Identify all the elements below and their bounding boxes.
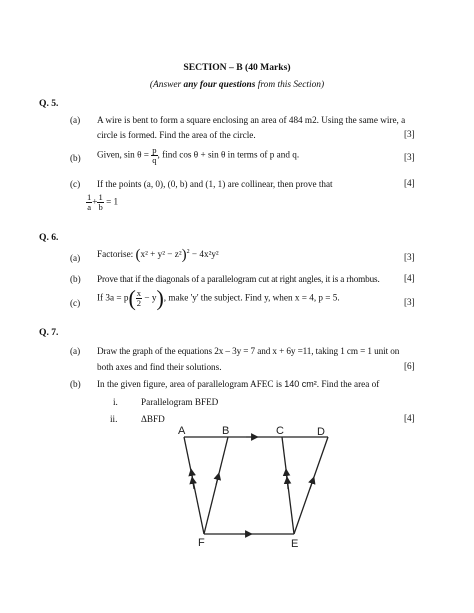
q6c-text: If 3a = p( $\frac{x}{2}$ − y), make 'y' the subject. Find y, when x = 4, p = 5. bbox=[97, 285, 340, 311]
q6b-text: Prove that if the diagonals of a parallelogram cut at right angles, it is a rhombus. bbox=[97, 274, 380, 284]
q6c-tag: (c) bbox=[70, 298, 81, 308]
q7a-line2: both axes and find their solutions. bbox=[97, 362, 222, 372]
label-c: C bbox=[276, 425, 284, 437]
arrow-ce-2 bbox=[287, 477, 288, 489]
q7b-item-2-text: ΔBFD bbox=[141, 414, 165, 424]
q6b-tag: (b) bbox=[70, 274, 81, 284]
q6a-text: Factorise: $(x^2 + y^2 - z^2)^2 - 4x^2y^2$ bbox=[97, 246, 219, 263]
q5b-fraction: $\frac{p}{q}$ bbox=[152, 145, 157, 165]
question-7-label: Q. 7. bbox=[39, 327, 59, 338]
q7b-marks: [4] bbox=[404, 413, 415, 423]
arrow-de bbox=[310, 477, 314, 489]
label-a: A bbox=[178, 425, 186, 437]
q5b-text: Given, sin θ = $\frac{p}{q}$ , find cos θ + sin θ in terms of p and q. bbox=[97, 145, 300, 165]
q7b-text: In the given figure, area of parallelogram AFEC is 140 cm². Find the area of bbox=[97, 379, 380, 389]
q7b-item-2-num: ii. bbox=[110, 414, 118, 424]
q7a-tag: (a) bbox=[70, 346, 81, 356]
q6a-marks: [3] bbox=[404, 252, 415, 262]
section-title: SECTION – B (40 Marks) bbox=[183, 62, 291, 73]
q6b-marks: [4] bbox=[404, 273, 415, 283]
q7b-tag: (b) bbox=[70, 379, 81, 389]
q5a-line2: circle is formed. Find the area of the circle. bbox=[97, 130, 256, 140]
q7b-item-1-num: i. bbox=[113, 397, 118, 407]
q5c-equation: $\frac{1}{a}$ + $\frac{1}{b}$ = 1 bbox=[87, 192, 119, 212]
q6a-tag: (a) bbox=[70, 253, 81, 263]
q5b-marks: [3] bbox=[404, 152, 415, 162]
q7b-item-1-text: Parallelogram BFED bbox=[141, 397, 219, 407]
q5a-tag: (a) bbox=[70, 115, 81, 125]
q5c-tag: (c) bbox=[70, 179, 81, 189]
label-d: D bbox=[317, 426, 325, 438]
q5b-tag: (b) bbox=[70, 153, 81, 163]
question-5-label: Q. 5. bbox=[39, 98, 59, 109]
q5c-marks: [4] bbox=[404, 178, 415, 188]
label-f: F bbox=[198, 537, 205, 549]
section-instruction: (Answer any four questions from this Section) bbox=[149, 80, 325, 90]
question-6-label: Q. 6. bbox=[39, 232, 59, 243]
q7a-marks: [6] bbox=[404, 361, 415, 371]
parallelogram-figure bbox=[160, 425, 350, 550]
line-bf bbox=[204, 437, 228, 534]
label-e: E bbox=[291, 538, 299, 550]
q7a-line1: Draw the graph of the equations 2x – 3y = 7 and x + 6y =11, taking 1 cm = 1 unit on bbox=[97, 346, 400, 356]
q5c-line1: If the points (a, 0), (0, b) and (1, 1) are collinear, then prove that bbox=[97, 179, 333, 189]
q6c-marks: [3] bbox=[404, 297, 415, 307]
arrow-bf bbox=[216, 473, 219, 485]
label-b: B bbox=[222, 425, 230, 437]
line-af bbox=[184, 437, 204, 534]
q5a-line1: A wire is bent to form a square enclosing an area of 484 m2. Using the same wire, a bbox=[97, 115, 406, 125]
q5a-marks: [3] bbox=[404, 129, 415, 139]
